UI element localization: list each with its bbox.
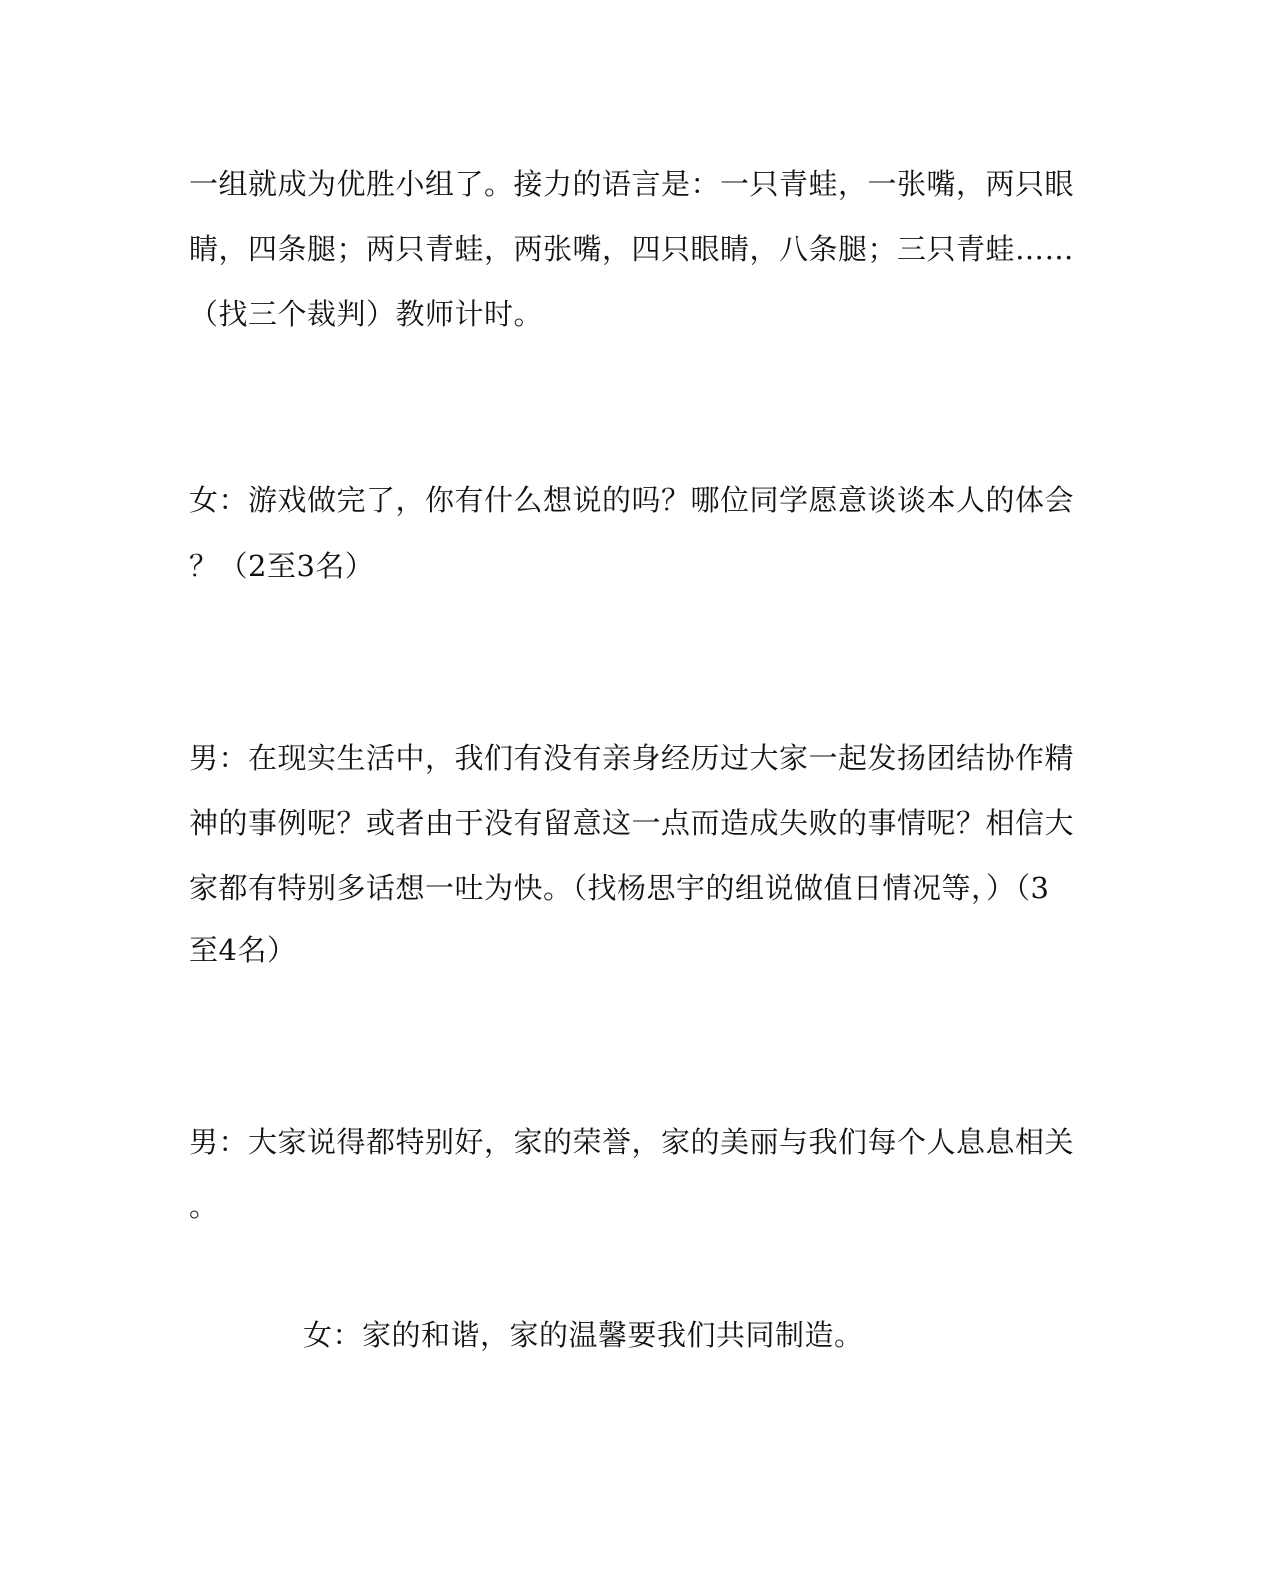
paragraph-3-line-1: 男：在现实生活中，我们有没有亲身经历过大家一起发扬团结协作精 — [189, 741, 1075, 775]
paragraph-1-line-1: 一组就成为优胜小组了。接力的语言是：一只青蛙，一张嘴，两只眼 — [189, 167, 1075, 201]
paragraph-3-line-3: 家都有特别多话想一吐为快。（找杨思宇的组说做值日情况等，）（3 — [189, 871, 1050, 905]
paragraph-4-line-2: 。 — [189, 1189, 219, 1223]
paragraph-1-line-2: 睛，四条腿；两只青蛙，两张嘴，四只眼睛，八条腿；三只青蛙…… — [189, 232, 1075, 266]
paragraph-3-line-2: 神的事例呢？或者由于没有留意这一点而造成失败的事情呢？相信大 — [189, 806, 1075, 840]
paragraph-2-line-1: 女：游戏做完了，你有什么想说的吗？哪位同学愿意谈谈本人的体会 — [189, 483, 1075, 517]
paragraph-4-line-1: 男：大家说得都特别好，家的荣誉，家的美丽与我们每个人息息相关 — [189, 1125, 1075, 1159]
paragraph-3-line-4: 至4名） — [189, 933, 297, 967]
paragraph-5-line-1: 女：家的和谐，家的温馨要我们共同制造。 — [303, 1318, 864, 1352]
paragraph-2-line-2: ？（2至3名） — [189, 549, 375, 583]
paragraph-1-line-3: （找三个裁判）教师计时。 — [189, 297, 544, 331]
